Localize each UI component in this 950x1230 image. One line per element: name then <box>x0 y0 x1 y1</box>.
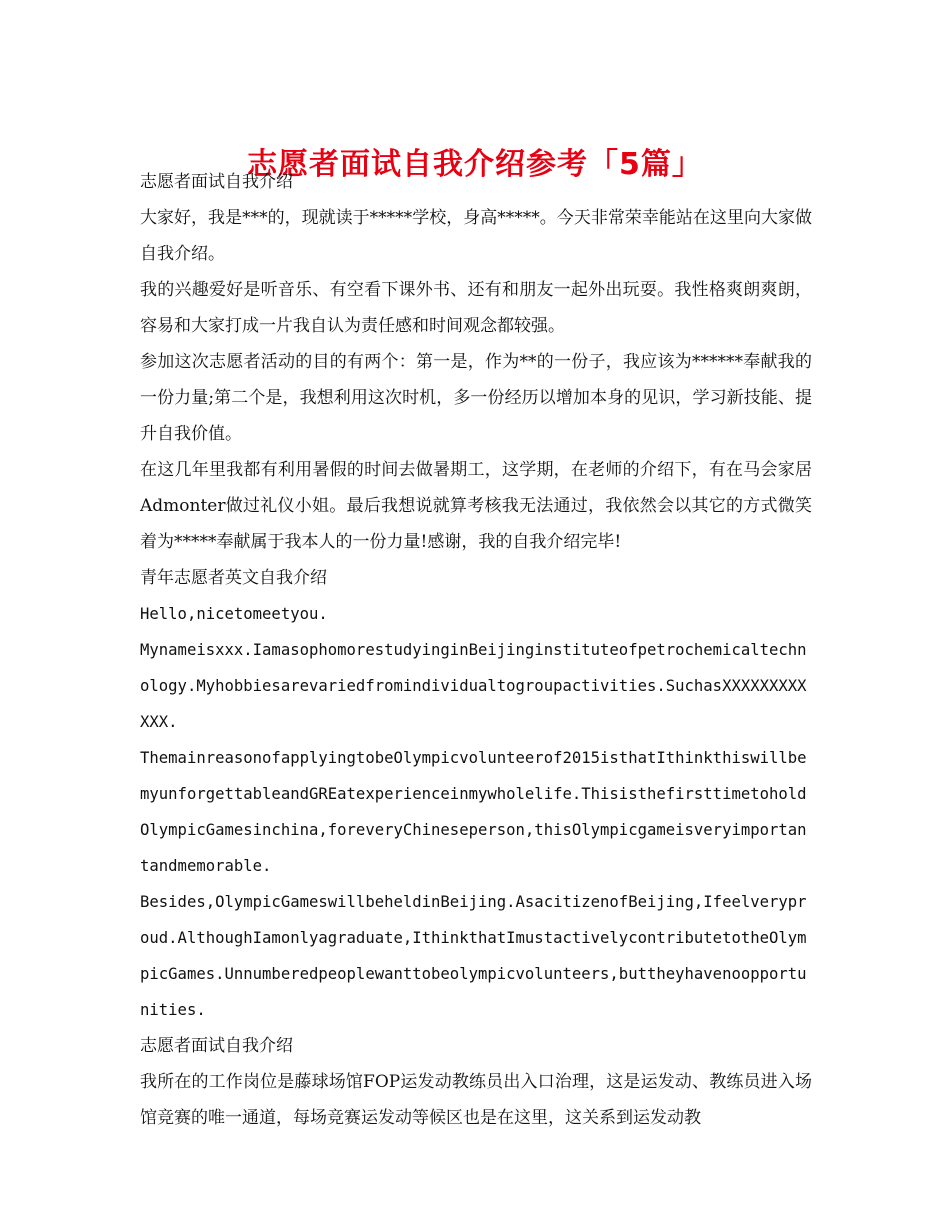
english-paragraph: Mynameisxxx.IamasophomorestudyinginBeijinginstituteofpetrochemicaltechnology.Myhobbiesarevariedfromindividualtogroupactivities.SuchasXXXXXXXXXXXX. <box>140 641 807 731</box>
english-paragraph: ThemainreasonofapplyingtobeOlympicvolunteerof2015isthatIthinkthiswillbemyunforgettableandGREatexperienceinmywholelife.ThisisthefirsttimetoholdOlympicGamesinchina,foreveryChineseperson,thisOlympicgameisveryimportantandmemorable. <box>140 749 807 875</box>
section-heading: 志愿者面试自我介绍 <box>140 1036 293 1056</box>
document-title: 志愿者面试自我介绍参考「5篇」 <box>247 147 703 183</box>
english-paragraph: Besides,OlympicGameswillbeheldinBeijing.AsacitizenofBeijing,Ifeelveryproud.AlthoughIamonlyagraduate,IthinkthatImustactivelycontributetotheOlympicGames.Unnumberedpeoplewanttobeolympicvolunteers,buttheyhavenoopportunities. <box>140 893 807 1019</box>
paragraph: 我的兴趣爱好是听音乐、有空看下课外书、还有和朋友一起外出玩耍。我性格爽朗爽朗，容易和大家打成一片我自认为责任感和时间观念都较强。 <box>140 280 812 336</box>
section-heading: 志愿者面试自我介绍 <box>140 172 293 192</box>
paragraph: 大家好，我是***的，现就读于*****学校，身高*****。今天非常荣幸能站在这里向大家做自我介绍。 <box>140 208 812 264</box>
paragraph: 在这几年里我都有利用暑假的时间去做暑期工，这学期，在老师的介绍下，有在马会家居Admonter做过礼仪小姐。最后我想说就算考核我无法通过，我依然会以其它的方式微笑着为*****奉献属于我本人的一份力量!感谢，我的自我介绍完毕! <box>140 460 812 552</box>
document-body <box>140 164 812 1136</box>
paragraph: 参加这次志愿者活动的目的有两个：第一是，作为**的一份子，我应该为******奉献我的一份力量;第二个是，我想利用这次时机，多一份经历以增加本身的见识，学习新技能、提升自我价值。 <box>140 352 812 444</box>
paragraph: 我所在的工作岗位是藤球场馆FOP运发动教练员出入口治理，这是运发动、教练员进入场馆竞赛的唯一通道，每场竞赛运发动等候区也是在这里，这关系到运发动教 <box>140 1072 812 1128</box>
section-heading: 青年志愿者英文自我介绍 <box>140 568 327 588</box>
english-paragraph: Hello,nicetomeetyou. <box>140 605 328 623</box>
